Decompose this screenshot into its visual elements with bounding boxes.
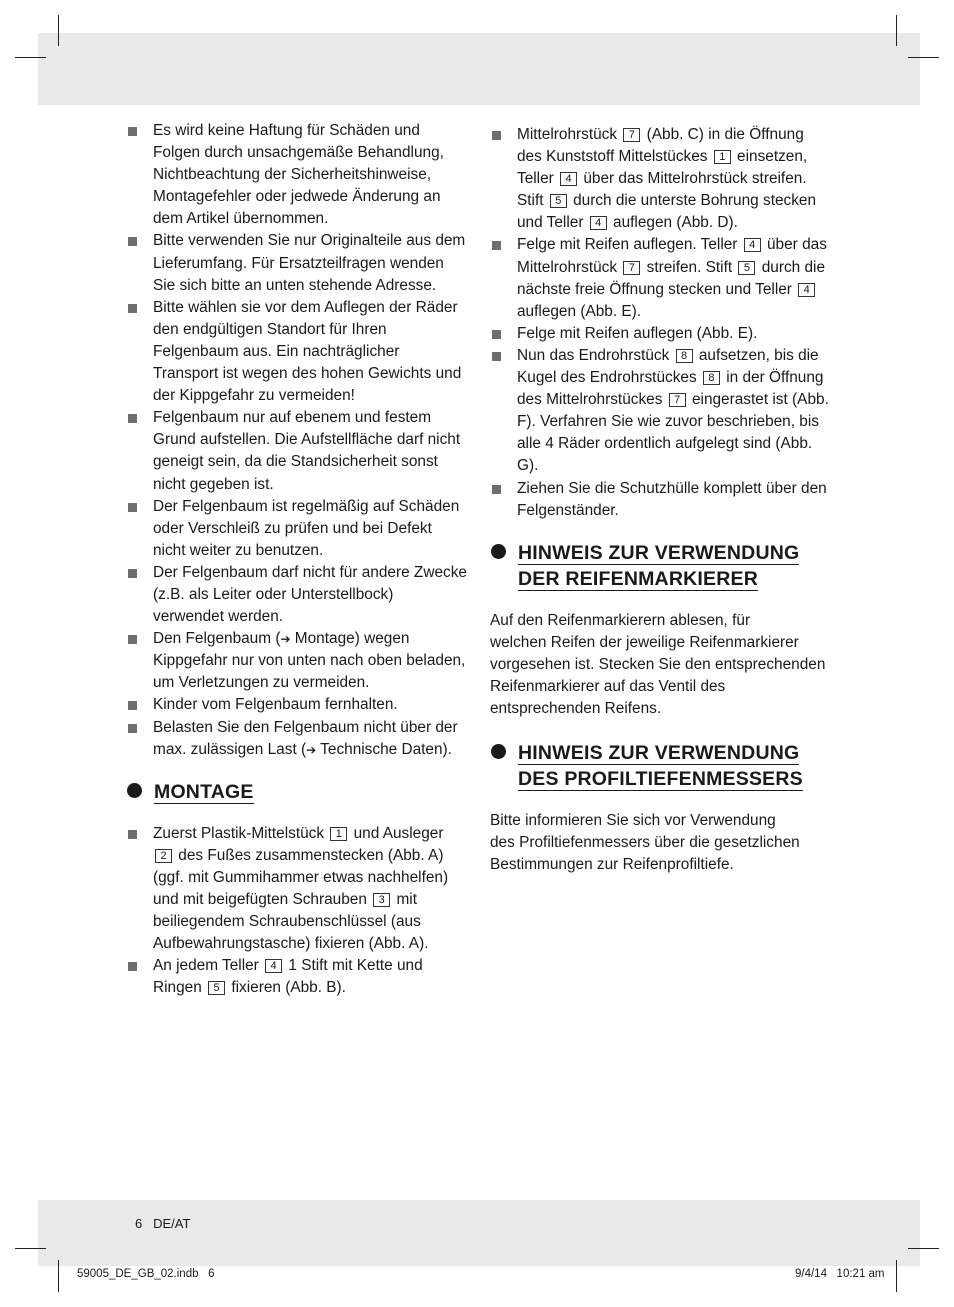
part-number-ref: 4	[798, 283, 815, 297]
montage-title: MONTAGE	[154, 780, 254, 803]
list-item	[490, 323, 832, 345]
heading-line: DES PROFILTIEFENMESSERS	[518, 768, 803, 791]
timestamp-slug: 9/4/14 10:21 am	[795, 1268, 885, 1280]
list-item	[490, 124, 832, 234]
list-item-text: über das Mittelrohrstück streifen. Stift	[517, 170, 807, 210]
square-bullet-icon	[128, 962, 137, 971]
bullet-dot-icon	[491, 744, 506, 759]
list-item	[126, 407, 468, 495]
safety-list	[126, 120, 468, 761]
list-item-text: Der Felgenbaum darf nicht für andere Zwecke (z.B. als Leiter oder Unterstellbock) verwendet werden.	[153, 563, 467, 626]
part-number-ref: 2	[155, 849, 172, 863]
montage-list	[126, 823, 468, 1000]
square-bullet-icon	[128, 127, 137, 136]
crop-mark	[908, 57, 939, 58]
list-item-text: Bitte wählen sie vor dem Auflegen der Räder den endgültigen Standort für Ihren Felgenbaum aus. Ein nachträglicher Transport ist wegen des hohen Gewichts und der Kippgefahr zu vermeiden!	[153, 298, 462, 405]
list-item	[126, 496, 468, 562]
part-number-ref: 4	[265, 959, 282, 973]
list-item-text: und Ausleger	[349, 824, 444, 842]
list-item-text: über das Mittelrohrstück	[517, 236, 827, 276]
list-item-text: streifen. Stift	[642, 258, 737, 276]
bullet-dot-icon	[127, 783, 142, 798]
text-line: des Profiltiefenmessers über die gesetzlichen	[490, 834, 800, 852]
list-item	[126, 628, 468, 694]
square-bullet-icon	[128, 503, 137, 512]
list-item	[126, 694, 468, 716]
list-item-text: des Fußes zusammenstecken (Abb. A) (ggf. mit Gummihammer etwas nachhelfen) und mit beigefügten Schrauben	[153, 846, 449, 908]
list-item-text: Technische Daten).	[316, 740, 452, 758]
square-bullet-icon	[128, 569, 137, 578]
text-line: Reifenmarkierer auf das Ventil des	[490, 677, 726, 695]
page-footer	[135, 1216, 190, 1231]
list-item-text: Es wird keine Haftung für Schäden und Folgen durch unsachgemäße Behandlung, Nichtbeachtung der Sicherheitshinweise, Montagefehler oder jedwede Änderung an dem Artikel übernommen.	[153, 122, 444, 228]
square-bullet-icon	[128, 830, 137, 839]
list-item-text: Den Felgenbaum (	[153, 630, 281, 648]
list-item	[490, 478, 832, 522]
text-line: welchen Reifen der jeweilige Reifenmarkierer	[490, 633, 799, 651]
list-item-text: auflegen (Abb. E).	[517, 302, 642, 320]
crop-mark	[58, 15, 59, 46]
square-bullet-icon	[128, 701, 137, 710]
text-line: Bestimmungen zur Reifenprofiltiefe.	[490, 856, 734, 874]
square-bullet-icon	[128, 635, 137, 644]
list-item-text: Felge mit Reifen auflegen (Abb. E).	[517, 324, 758, 342]
part-number-ref: 3	[373, 893, 390, 907]
square-bullet-icon	[492, 330, 501, 339]
crop-mark	[58, 1260, 59, 1292]
section-heading-reifenmarkierer	[490, 540, 832, 592]
montage-heading	[126, 779, 468, 805]
list-item-text: (Abb. C) in die Öffnung des Kunststoff Mittelstückes	[517, 126, 804, 166]
heading-line: DER REIFENMARKIERER	[518, 567, 758, 590]
list-item-text: Zuerst Plastik-Mittelstück	[153, 824, 329, 842]
locale-label: DE/AT	[153, 1216, 191, 1231]
list-item	[490, 345, 832, 478]
list-item-text: Kinder vom Felgenbaum fernhalten.	[153, 696, 398, 714]
crop-mark	[15, 1248, 46, 1249]
paragraph-reifenmarkierer	[490, 610, 832, 720]
text-line: Auf den Reifenmarkierern ablesen, für	[490, 611, 751, 629]
list-item-text: Mittelrohrstück	[517, 126, 622, 143]
part-number-ref: 1	[714, 150, 731, 164]
file-slug: 59005_DE_GB_02.indb 6	[77, 1268, 215, 1280]
right-column	[490, 124, 832, 876]
list-item-text: Felgenbaum nur auf ebenem und festem Grund aufstellen. Die Aufstellfläche darf nicht geneigt sein, da die Standsicherheit sonst nicht gegeben ist.	[153, 409, 461, 493]
heading-line: HINWEIS ZUR VERWENDUNG	[518, 742, 800, 765]
square-bullet-icon	[492, 241, 501, 250]
assembly-steps-list	[490, 124, 832, 522]
text-line: entsprechenden Reifens.	[490, 700, 662, 718]
list-item	[126, 230, 468, 296]
heading-line: HINWEIS ZUR VERWENDUNG	[518, 541, 800, 564]
list-item-text: Nun das Endrohrstück	[517, 346, 674, 364]
square-bullet-icon	[128, 724, 137, 733]
crop-mark	[15, 57, 46, 58]
crop-mark	[896, 15, 897, 46]
part-number-ref: 5	[550, 194, 567, 208]
part-number-ref: 5	[738, 261, 755, 275]
list-item	[126, 823, 468, 956]
part-number-ref: 4	[560, 172, 577, 186]
square-bullet-icon	[128, 304, 137, 313]
list-item	[126, 955, 468, 999]
list-item-text: Belasten Sie den Felgenbaum nicht über der max. zulässigen Last (	[153, 718, 458, 758]
page-number: 6	[135, 1216, 143, 1231]
arrow-right-icon: ➔	[280, 632, 291, 647]
footer-band	[38, 1200, 920, 1266]
crop-mark	[908, 1248, 939, 1249]
arrow-right-icon: ➔	[306, 742, 317, 757]
list-item-text: mit beiliegendem Schraubenschlüssel (aus Aufbewahrungstasche) fixieren (Abb. A).	[153, 891, 429, 953]
text-line: vorgesehen ist. Stecken Sie den entsprechenden	[490, 655, 826, 673]
list-item-text: eingerastet ist (Abb. F). Verfahren Sie wie zuvor beschrieben, bis alle 4 Räder ordentlich aufgelegt sind (Abb. G).	[517, 391, 829, 475]
list-item-text: aufsetzen, bis die Kugel des Endrohrstückes	[517, 346, 819, 387]
list-item-text: Der Felgenbaum ist regelmäßig auf Schäden oder Verschleiß zu prüfen und bei Defekt nicht weiter zu benutzen.	[153, 497, 460, 559]
left-column	[126, 120, 468, 999]
list-item-text: durch die unterste Bohrung stecken und Teller	[517, 192, 817, 232]
text-line: Bitte informieren Sie sich vor Verwendung	[490, 812, 776, 830]
list-item-text: Ziehen Sie die Schutzhülle komplett über den Felgenständer.	[517, 479, 827, 519]
list-item	[126, 297, 468, 407]
part-number-ref: 1	[330, 827, 347, 841]
part-number-ref: 8	[703, 371, 720, 385]
part-number-ref: 8	[676, 349, 693, 363]
list-item-text: fixieren (Abb. B).	[227, 979, 346, 997]
part-number-ref: 4	[744, 238, 761, 252]
bullet-dot-icon	[491, 544, 506, 559]
paragraph-profiltiefenmesser	[490, 810, 832, 876]
header-band	[38, 33, 920, 105]
list-item-text: 1 Stift mit Kette und Ringen	[153, 957, 423, 997]
list-item	[490, 234, 832, 322]
list-item	[126, 562, 468, 628]
list-item-text: Montage) wegen Kippgefahr nur von unten nach oben beladen, um Verletzungen zu vermeiden.	[153, 630, 466, 692]
list-item-text: An jedem Teller	[153, 957, 264, 975]
square-bullet-icon	[492, 352, 501, 361]
list-item	[126, 120, 468, 230]
list-item-text: Felge mit Reifen auflegen. Teller	[517, 236, 742, 254]
list-item-text: auflegen (Abb. D).	[608, 214, 738, 232]
part-number-ref: 7	[669, 393, 686, 407]
crop-mark	[896, 1260, 897, 1292]
square-bullet-icon	[492, 131, 501, 140]
list-item	[126, 717, 468, 761]
part-number-ref: 5	[208, 981, 225, 995]
part-number-ref: 7	[623, 128, 640, 142]
square-bullet-icon	[492, 485, 501, 494]
list-item-text: durch die nächste freie Öffnung stecken und Teller	[517, 258, 826, 298]
section-heading-profiltiefenmesser	[490, 740, 832, 792]
list-item-text: in der Öffnung des Mittelrohrstückes	[517, 369, 824, 409]
list-item-text: einsetzen, Teller	[517, 148, 808, 188]
part-number-ref: 4	[590, 216, 607, 230]
square-bullet-icon	[128, 237, 137, 246]
square-bullet-icon	[128, 414, 137, 423]
part-number-ref: 7	[623, 261, 640, 275]
list-item-text: Bitte verwenden Sie nur Originalteile aus dem Lieferumfang. Für Ersatzteilfragen wenden Sie sich bitte an unten stehende Adresse.	[153, 232, 466, 294]
